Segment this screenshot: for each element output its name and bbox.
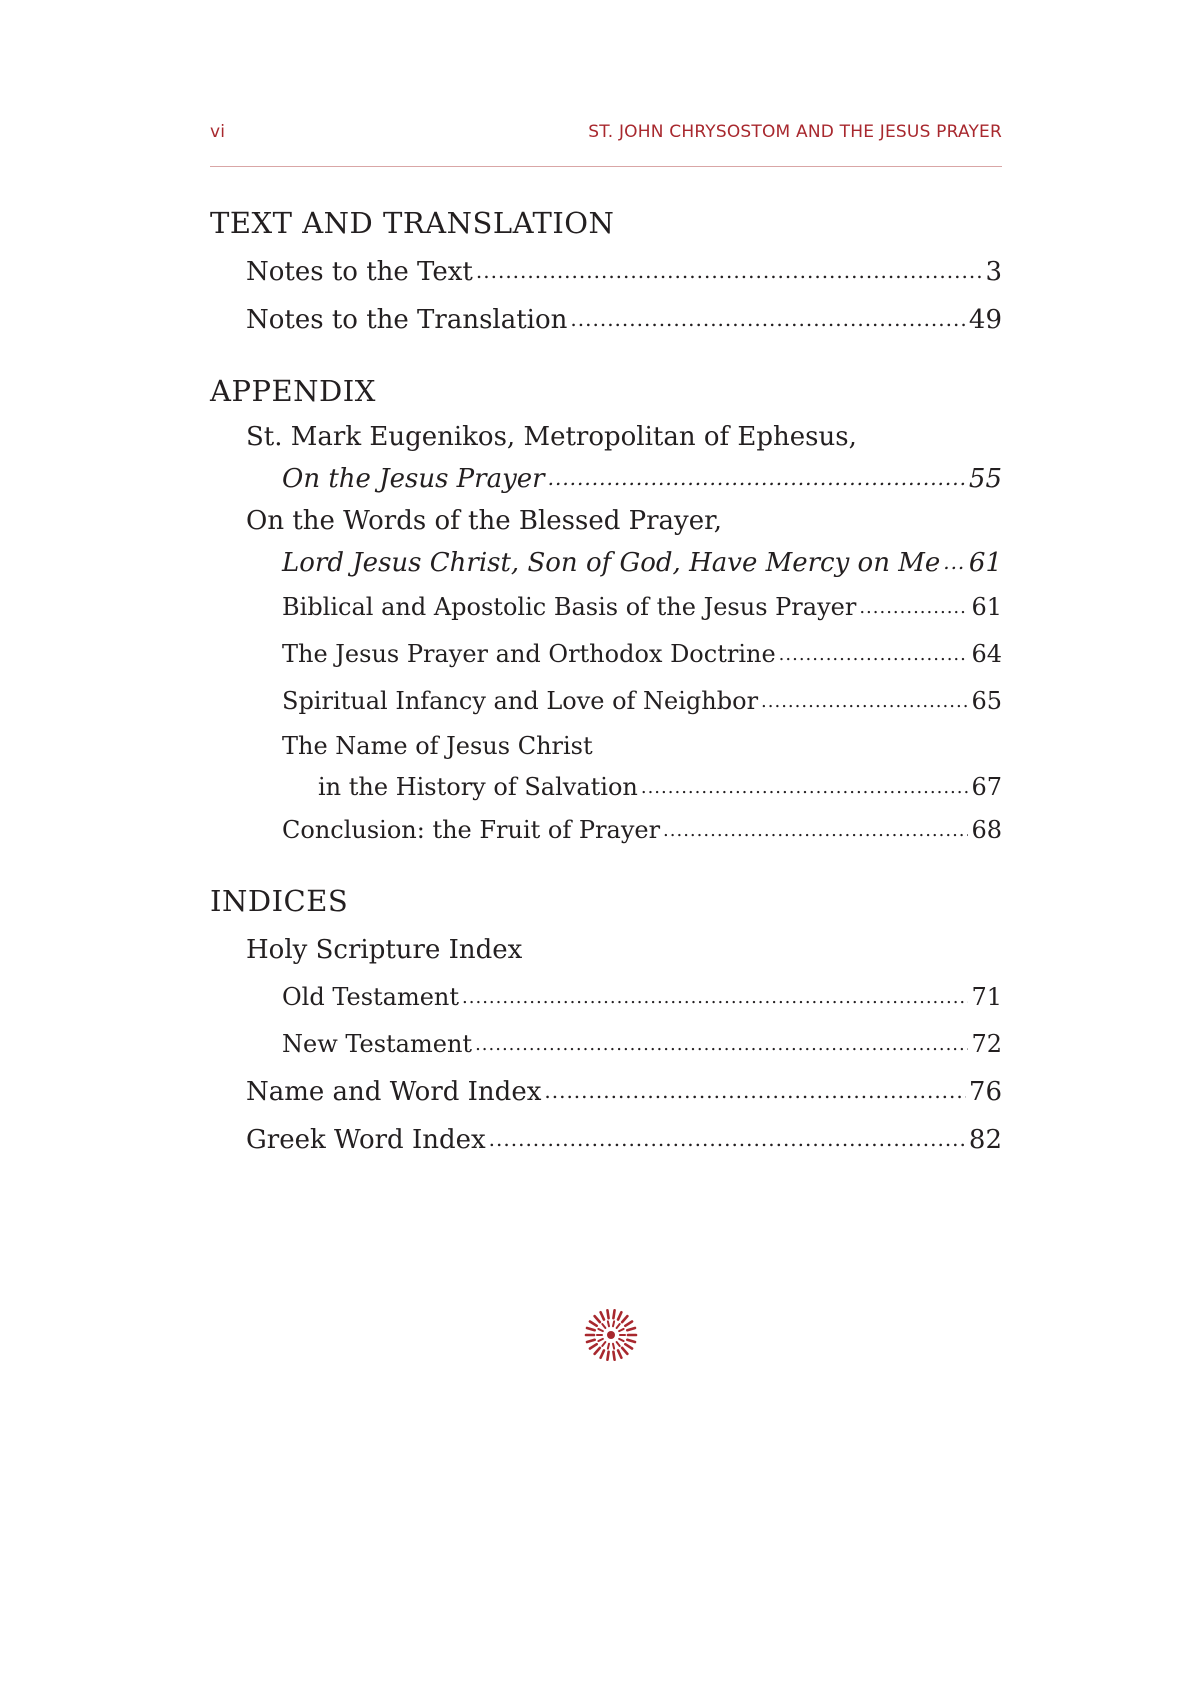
section-spacer [210, 854, 1002, 876]
dot-leader [475, 1019, 968, 1068]
toc-entry-page: 65 [971, 687, 1002, 715]
toc-entry-title: Name and Word Index [246, 1077, 542, 1107]
toc-entry-notes-to-translation[interactable] [210, 296, 1002, 344]
table-of-contents [210, 198, 1002, 1164]
toc-entry-page: 49 [968, 305, 1002, 335]
running-head [210, 122, 1002, 142]
toc-entry-page: 61 [968, 548, 1002, 578]
dot-leader [859, 582, 968, 631]
toc-entry-title: Greek Word Index [246, 1125, 486, 1155]
dot-leader [641, 765, 969, 808]
dot-leader [462, 972, 968, 1021]
toc-entry-title: Conclusion: the Fruit of Prayer [282, 816, 661, 844]
toc-entry-lord-jesus-christ[interactable] [210, 542, 1002, 584]
toc-entry-title: Notes to the Translation [246, 305, 568, 335]
header-rule [210, 166, 1002, 167]
toc-entry-name-and-word-index[interactable] [210, 1068, 1002, 1116]
toc-entry-page: 68 [971, 816, 1002, 844]
toc-subentry-name-of-jesus [210, 725, 1002, 767]
toc-subentry-orthodox-doctrine[interactable] [210, 631, 1002, 678]
toc-entry-page: 64 [971, 640, 1002, 668]
toc-entry-subtitle: On the Jesus Prayer [282, 464, 545, 494]
toc-entry-page: 67 [971, 773, 1002, 801]
toc-subentry-new-testament[interactable] [210, 1021, 1002, 1068]
toc-entry-words-of-prayer [210, 500, 1002, 542]
book-title: ST. JOHN CHRYSOSTOM AND THE JESUS PRAYER [588, 122, 1002, 142]
section-heading-text-and-translation: TEXT AND TRANSLATION [210, 206, 615, 240]
dot-leader [476, 246, 983, 295]
toc-entry-greek-word-index[interactable] [210, 1116, 1002, 1164]
page-number: vi [210, 122, 226, 142]
toc-entry-holy-scripture-index [210, 926, 1002, 974]
toc-entry-title: The Name of Jesus Christ [282, 732, 593, 760]
toc-entry-title: Biblical and Apostolic Basis of the Jesus Prayer [282, 593, 857, 621]
dot-leader [943, 540, 966, 583]
toc-entry-title: On the Words of the Blessed Prayer, [246, 506, 722, 536]
toc-entry-page: 61 [971, 593, 1002, 621]
dot-leader [779, 629, 969, 678]
toc-entry-title: St. Mark Eugenikos, Metropolitan of Ephesus, [246, 422, 857, 452]
toc-entry-page: 55 [968, 464, 1002, 494]
toc-subentry-conclusion[interactable] [210, 807, 1002, 854]
toc-entry-notes-to-text[interactable] [210, 248, 1002, 296]
toc-entry-continuation: in the History of Salvation [318, 773, 638, 801]
toc-entry-title: Old Testament [282, 983, 460, 1011]
toc-entry-page: 3 [985, 257, 1002, 287]
toc-subentry-old-testament[interactable] [210, 974, 1002, 1021]
rosette-ornament-icon [584, 1308, 638, 1362]
toc-subentry-biblical-basis[interactable] [210, 584, 1002, 631]
toc-entry-page: 72 [971, 1030, 1002, 1058]
toc-entry-page: 82 [968, 1125, 1002, 1155]
dot-leader [761, 676, 968, 725]
dot-leader [544, 1066, 966, 1115]
toc-entry-on-the-jesus-prayer[interactable] [210, 458, 1002, 500]
toc-entry-title: Spiritual Infancy and Love of Neighbor [282, 687, 759, 715]
toc-subentry-spiritual-infancy[interactable] [210, 678, 1002, 725]
toc-entry-title: Holy Scripture Index [246, 935, 523, 965]
toc-entry-title: Notes to the Text [246, 257, 473, 287]
toc-entry-page: 76 [968, 1077, 1002, 1107]
toc-entry-subtitle: Lord Jesus Christ, Son of God, Have Mercy on Me [282, 548, 941, 578]
section-spacer [210, 344, 1002, 366]
toc-entry-title: New Testament [282, 1030, 473, 1058]
dot-leader [570, 294, 966, 343]
dot-leader [663, 805, 968, 854]
dot-leader [489, 1114, 966, 1163]
toc-entry-page: 71 [971, 983, 1002, 1011]
section-heading-appendix: APPENDIX [210, 374, 376, 408]
section-heading-indices: INDICES [210, 884, 349, 918]
toc-entry-title: The Jesus Prayer and Orthodox Doctrine [282, 640, 776, 668]
dot-leader [548, 456, 966, 499]
toc-subentry-history-of-salvation[interactable] [210, 767, 1002, 807]
toc-entry-mark-eugenikos [210, 416, 1002, 458]
